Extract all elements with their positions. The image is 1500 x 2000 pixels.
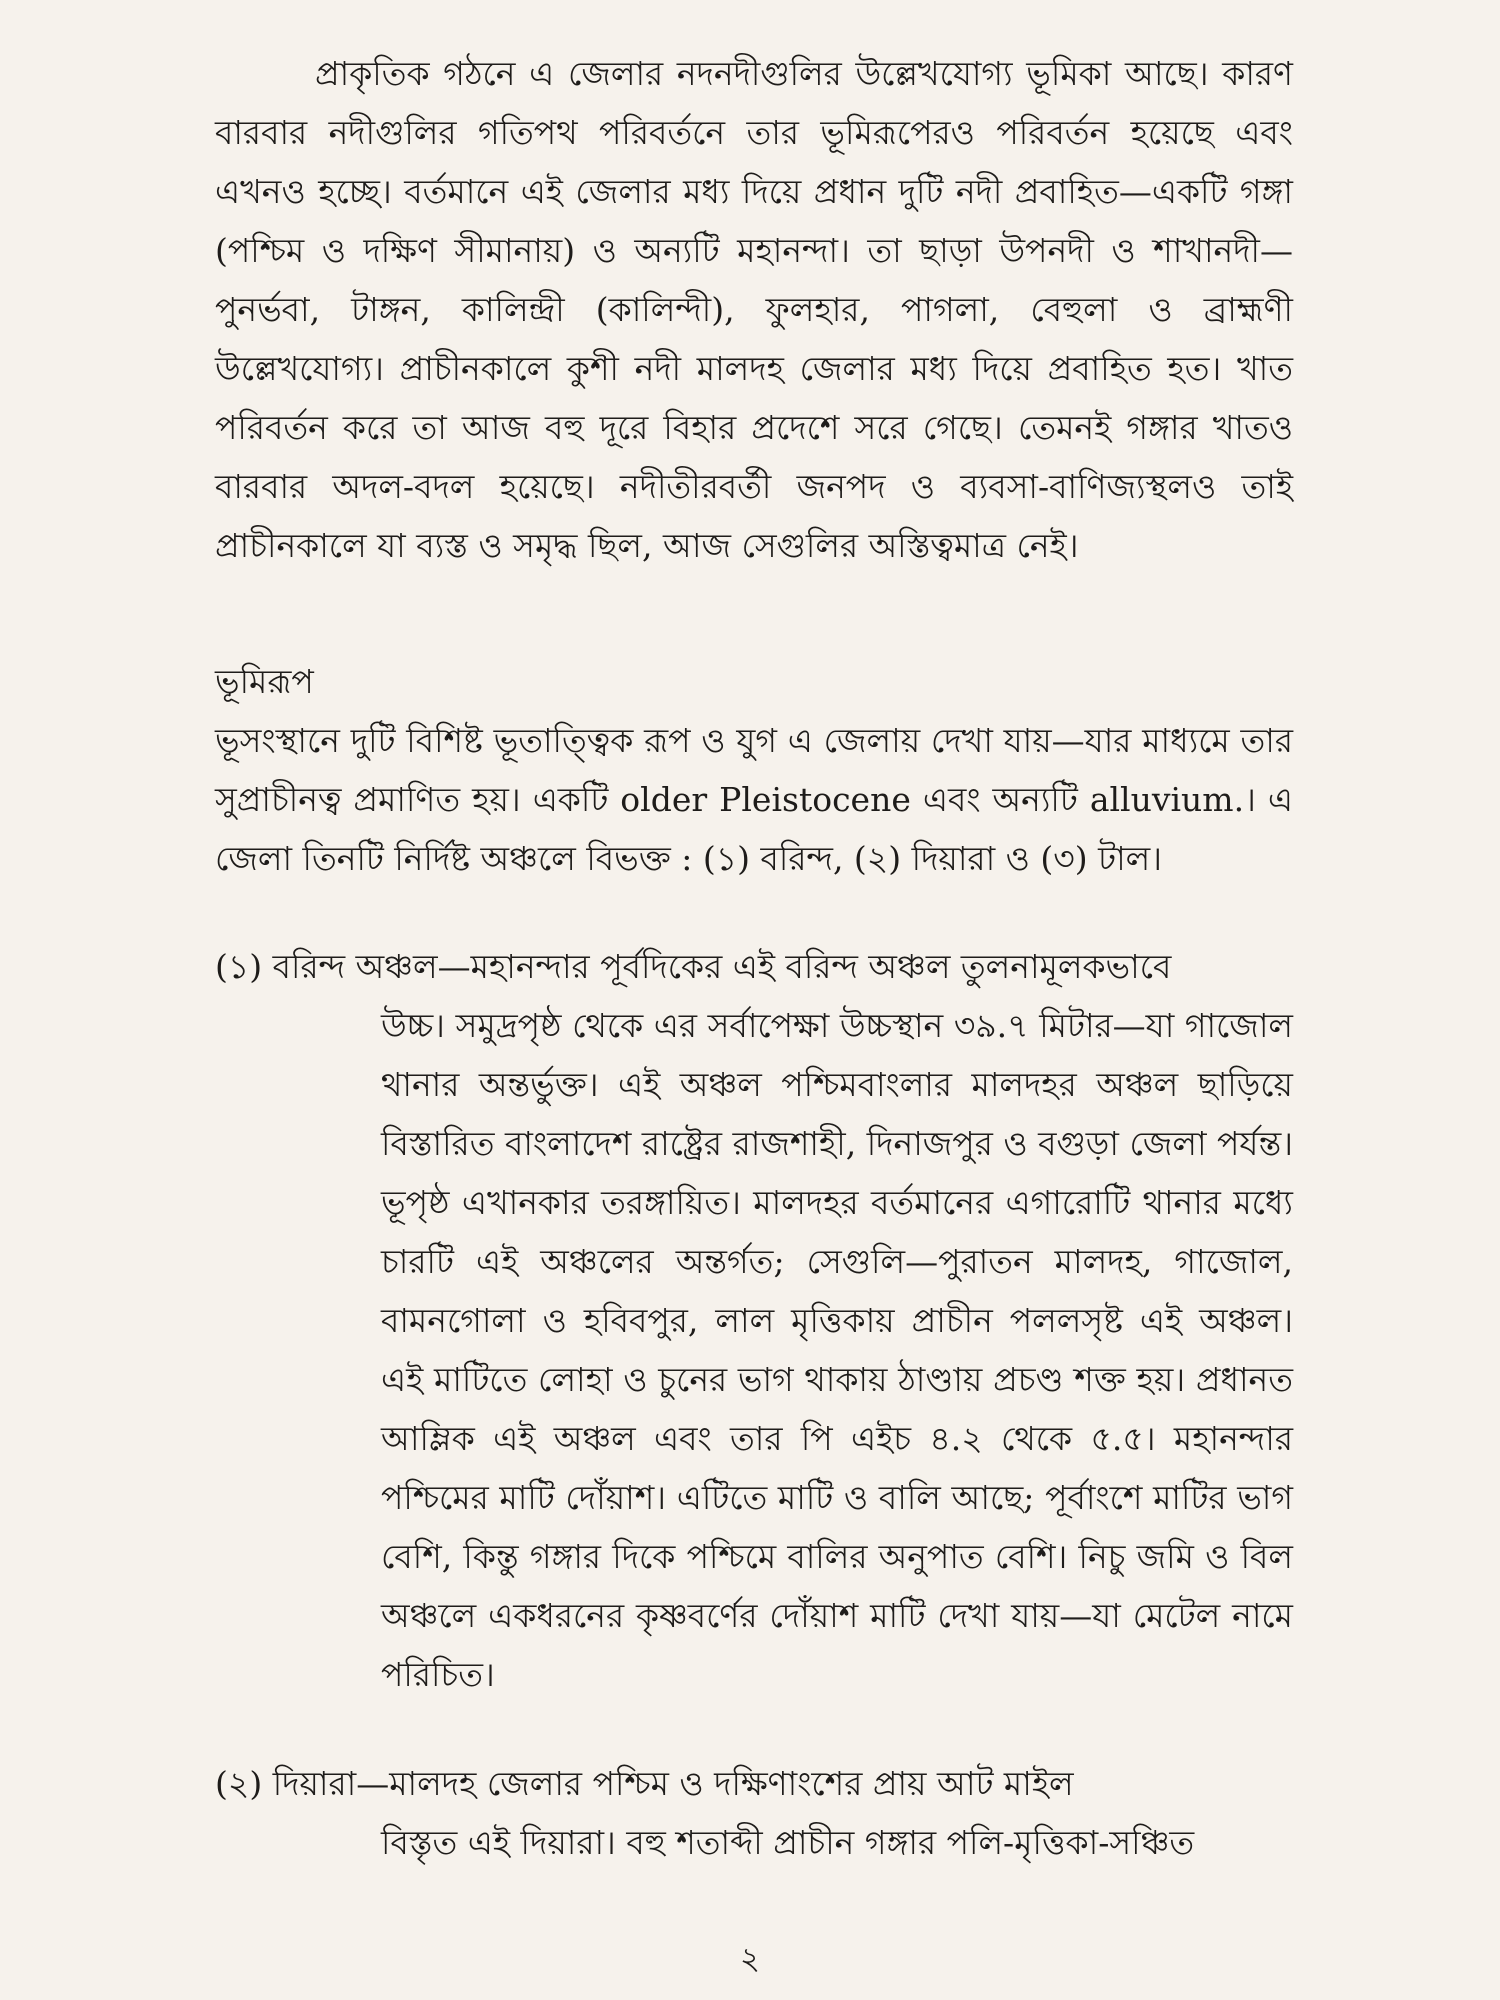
list-item-diara bbox=[215, 1754, 1293, 1872]
intro-paragraph: প্রাকৃতিক গঠনে এ জেলার নদনদীগুলির উল্লেখযোগ্য ভূমিকা আছে। কারণ বারবার নদীগুলির গতিপথ পরিবর্তনে তার ভূমিরূপেরও পরিবর্তন হয়েছে এবং এখনও হচ্ছে। বর্তমানে এই জেলার মধ্য দিয়ে প্রধান দুটি নদী প্রবাহিত—একটি গঙ্গা (পশ্চিম ও দক্ষিণ সীমানায়) ও অন্যটি মহানন্দা। তা ছাড়া উপনদী ও শাখানদী—পুনর্ভবা, টাঙ্গন, কালিন্দ্রী (কালিন্দী), ফুলহার, পাগলা, বেহুলা ও ব্রাহ্মণী উল্লেখযোগ্য। প্রাচীনকালে কুশী নদী মালদহ জেলার মধ্য দিয়ে প্রবাহিত হত। খাত পরিবর্তন করে তা আজ বহু দূরে বিহার প্রদেশে সরে গেছে। তেমনই গঙ্গার খাতও বারবার অদল-বদল হয়েছে। নদীতীরবর্তী জনপদ ও ব্যবসা-বাণিজ্যস্থলও তাই প্রাচীনকালে যা ব্যস্ত ও সমৃদ্ধ ছিল, আজ সেগুলির অস্তিত্বমাত্র নেই। bbox=[215, 54, 1293, 565]
page-number: ২ bbox=[739, 1941, 761, 1977]
section-heading: ভূমিরূপ bbox=[215, 662, 314, 701]
landform-paragraph: ভূসংস্থানে দুটি বিশিষ্ট ভূতাত্ত্বিক রূপ ও যুগ এ জেলায় দেখা যায়—যার মাধ্যমে তার সুপ্রাচীনত্ব প্রমাণিত হয়। একটি older Pleistocene এবং অন্যটি alluvium.। এ জেলা তিনটি নির্দিষ্ট অঞ্চলে বিভক্ত : (১) বরিন্দ, (২) দিয়ারা ও (৩) টাল। bbox=[215, 721, 1293, 878]
list-item-body: উচ্চ। সমুদ্রপৃষ্ঠ থেকে এর সর্বাপেক্ষা উচ্চস্থান ৩৯.৭ মিটার—যা গাজোল থানার অন্তর্ভুক্ত। এই অঞ্চল পশ্চিমবাংলার মালদহর অঞ্চল ছাড়িয়ে বিস্তারিত বাংলাদেশ রাষ্ট্রের রাজশাহী, দিনাজপুর ও বগুড়া জেলা পর্যন্ত। ভূপৃষ্ঠ এখানকার তরঙ্গায়িত। মালদহর বর্তমানের এগারোটি থানার মধ্যে চারটি এই অঞ্চলের অন্তর্গত; সেগুলি—পুরাতন মালদহ, গাজোল, বামনগোলা ও হবিবপুর, লাল মৃত্তিকায় প্রাচীন পললসৃষ্ট এই অঞ্চল। এই মাটিতে লোহা ও চুনের ভাগ থাকায় ঠাণ্ডায় প্রচণ্ড শক্ত হয়। প্রধানত আম্লিক এই অঞ্চল এবং তার পি এইচ ৪.২ থেকে ৫.৫। মহানন্দার পশ্চিমের মাটি দোঁয়াশ। এটিতে মাটি ও বালি আছে; পূর্বাংশে মাটির ভাগ বেশি, কিন্তু গঙ্গার দিকে পশ্চিমে বালির অনুপাত বেশি। নিচু জমি ও বিল অঞ্চলে একধরনের কৃষ্ণবর্ণের দোঁয়াশ মাটি দেখা যায়—যা মেটেল নামে পরিচিত। bbox=[381, 1006, 1293, 1694]
list-item-lead: (২) দিয়ারা—মালদহ জেলার পশ্চিম ও দক্ষিণাংশের প্রায় আট মাইল bbox=[215, 1764, 1074, 1803]
list-item-barind bbox=[215, 937, 1293, 1704]
list-item-body: বিস্তৃত এই দিয়ারা। বহু শতাব্দী প্রাচীন গঙ্গার পলি-মৃত্তিকা-সঞ্চিত bbox=[381, 1823, 1195, 1862]
list-item-lead: (১) বরিন্দ অঞ্চল—মহানন্দার পূর্বদিকের এই বরিন্দ অঞ্চল তুলনামূলকভাবে bbox=[215, 947, 1172, 986]
